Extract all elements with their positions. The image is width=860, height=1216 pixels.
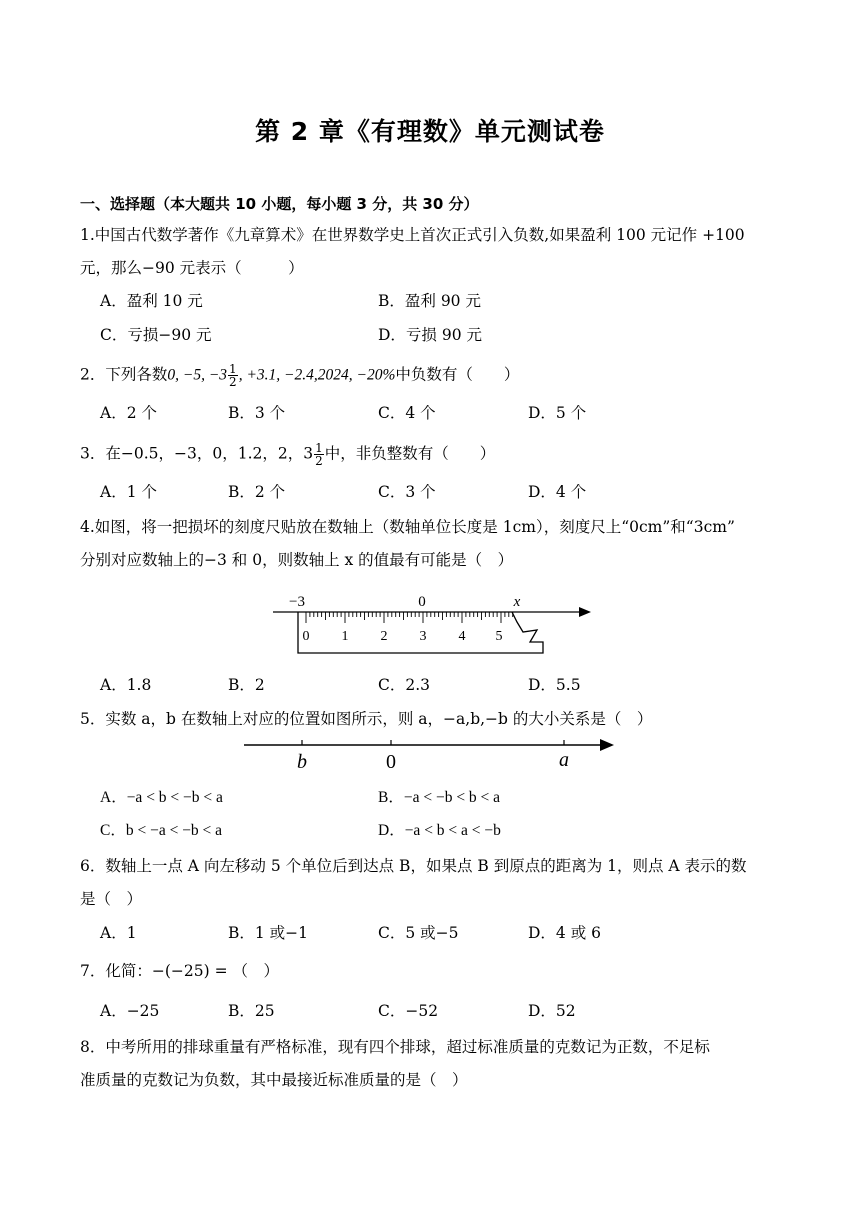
q4-ruler-label: 5: [495, 629, 503, 644]
q3-option-d: D．4 个: [528, 483, 587, 501]
q4-label-x: x: [513, 594, 521, 610]
q8-stem-line1: 8．中考所用的排球重量有严格标准，现有四个排球，超过标准质量的克数记为正数，不足标: [80, 1038, 710, 1056]
q5-stem: 5．实数 a，b 在数轴上对应的位置如图所示，则 a，−a,b,−b 的大小关系是（ ）: [80, 710, 653, 728]
q2-fraction: [228, 363, 238, 388]
q3-suffix: 中，非负整数有（ ）: [324, 444, 496, 463]
q4-label-zero: 0: [418, 594, 426, 610]
q3-frac-num: 1: [315, 441, 323, 455]
q1-option-c: C．亏损−90 元: [100, 326, 212, 344]
q2-number-list-b: , +3.1, −2.4,2024, −20%: [238, 366, 396, 384]
q3-prefix: 3．在−0.5，−3，0，1.2，2，3: [80, 444, 314, 463]
q1-stem-line1: 1.中国古代数学著作《九章算术》在世界数学史上首次正式引入负数,如果盈利 100 元记作 +100: [80, 226, 745, 244]
q2-option-c: C．4 个: [378, 404, 436, 422]
q4-ruler-figure: [265, 592, 605, 662]
q6-option-c: C．5 或−5: [378, 924, 459, 942]
q4-option-a: A．1.8: [100, 676, 152, 694]
q5-label-zero: 0: [386, 751, 396, 773]
q2-frac-den: 2: [229, 375, 237, 389]
q6-stem-line1: 6．数轴上一点 A 向左移动 5 个单位后到达点 B，如果点 B 到原点的距离为 1，则点 A 表示的数: [80, 857, 747, 875]
q3-option-a: A．1 个: [100, 483, 157, 501]
q7-option-b: B．25: [228, 1002, 275, 1020]
q5-option-b: B．−a < −b < b < a: [378, 789, 501, 806]
page-title: 第 2 章《有理数》单元测试卷: [255, 117, 605, 146]
q5-number-line-figure: [240, 732, 620, 774]
q2-option-b: B．3 个: [228, 404, 286, 422]
q5-label-b: b: [297, 751, 307, 773]
q4-stem-line1: 4.如图，将一把损坏的刻度尺贴放在数轴上（数轴单位长度是 1cm），刻度尺上“0cm”和“3cm”: [80, 518, 735, 536]
q6-option-b: B．1 或−1: [228, 924, 309, 942]
q4-option-b: B．2: [228, 676, 265, 694]
q2-suffix: 中负数有（ ）: [395, 365, 520, 384]
q4-ruler-label: 1: [341, 629, 349, 644]
section-heading: 一、选择题（本大题共 10 小题，每小题 3 分，共 30 分）: [80, 195, 479, 213]
q4-option-c: C．2.3: [378, 676, 431, 694]
q4-option-d: D．5.5: [528, 676, 581, 694]
q6-stem-line2: 是（ ）: [80, 890, 143, 908]
q7-option-d: D．52: [528, 1002, 576, 1020]
q3-stem: [80, 442, 495, 467]
q1-option-b: B．盈利 90 元: [378, 292, 481, 310]
q7-option-a: A．−25: [100, 1002, 160, 1020]
q7-option-c: C．−52: [378, 1002, 439, 1020]
q5-label-a: a: [559, 749, 569, 771]
q6-option-a: A．1: [100, 924, 137, 942]
q4-stem-line2: 分别对应数轴上的−3 和 0，则数轴上 x 的值最有可能是（ ）: [80, 551, 514, 569]
q3-option-b: B．2 个: [228, 483, 286, 501]
q4-ruler-label: 0: [302, 629, 310, 644]
q4-ruler-label: 2: [380, 629, 388, 644]
q6-option-d: D．4 或 6: [528, 924, 602, 942]
q4-ruler-label: 4: [458, 629, 466, 644]
q2-stem: [80, 363, 519, 388]
q5-option-a: A．−a < b < −b < a: [100, 789, 223, 806]
q5-option-d: D．−a < b < a < −b: [378, 822, 501, 839]
q2-prefix: 2．下列各数: [80, 365, 168, 384]
q2-option-a: A．2 个: [100, 404, 157, 422]
q5-axis-arrow: [600, 739, 614, 751]
q8-stem-line2: 准质量的克数记为负数，其中最接近标准质量的是（ ）: [80, 1071, 468, 1089]
q5-option-c: C．b < −a < −b < a: [100, 822, 223, 839]
q1-stem-line2: 元，那么−90 元表示（ ）: [80, 259, 304, 277]
q1-option-a: A．盈利 10 元: [100, 292, 203, 310]
q3-option-c: C．3 个: [378, 483, 436, 501]
q2-frac-num: 1: [229, 362, 237, 376]
q4-label-neg3: −3: [289, 594, 305, 610]
q2-option-d: D．5 个: [528, 404, 587, 422]
q2-number-list-a: 0, −5, −3: [167, 366, 228, 384]
q3-frac-den: 2: [315, 454, 323, 468]
q4-ruler-ticks: [306, 612, 513, 623]
q4-axis-arrow: [579, 607, 591, 617]
q1-option-d: D．亏损 90 元: [378, 326, 483, 344]
q3-fraction: [314, 442, 324, 467]
q7-stem: 7．化简：−(−25) = （ ）: [80, 962, 279, 980]
q4-ruler-label: 3: [419, 629, 427, 644]
